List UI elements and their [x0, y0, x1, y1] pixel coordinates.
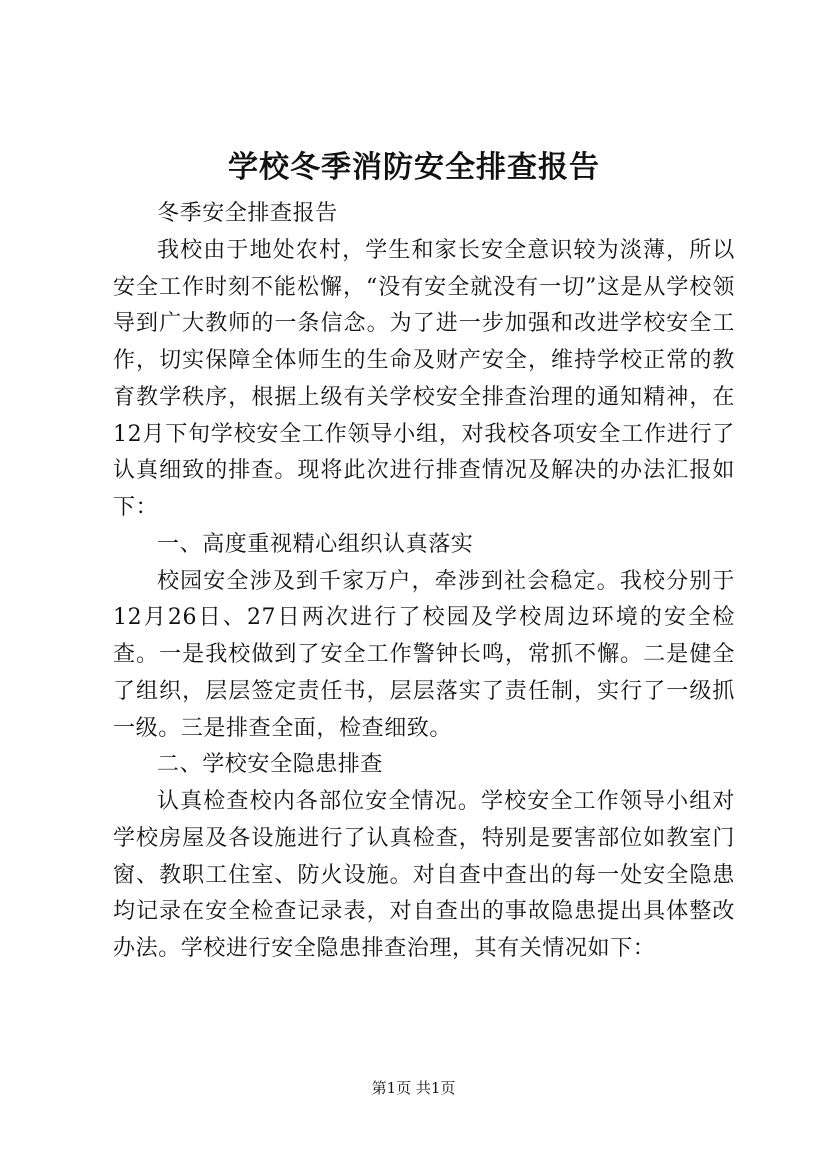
intro-paragraph: 我校由于地处农村，学生和家长安全意识较为淡薄，所以安全工作时刻不能松懈，“没有安全就没有一切”这是从学校领导到广大教师的一条信念。为了进一步加强和改进学校安全工作，切实保障全体师生的生命及财产安全，维持学校正常的教育教学秩序，根据上级有关学校安全排查治理的通知精神，在12月下旬学校安全工作领导小组，对我校各项安全工作进行了认真细致的排查。现将此次进行排查情况及解决的办法汇报如下：	[113, 237, 735, 520]
document-body	[113, 196, 735, 968]
document-title: 学校冬季消防安全排查报告	[228, 150, 600, 185]
section-1-paragraph: 校园安全涉及到千家万户，牵涉到社会稳定。我校分别于12月26日、27日两次进行了校园及学校周边环境的安全检查。一是我校做到了安全工作警钟长鸣，常抓不懈。二是健全了组织，层层签定责任书，层层落实了责任制，实行了一级抓一级。三是排查全面，检查细致。	[113, 568, 735, 741]
page-footer: 第1页 共1页	[371, 1079, 456, 1097]
section-2-paragraph: 认真检查校内各部位安全情况。学校安全工作领导小组对学校房屋及各设施进行了认真检查，特别是要害部位如教室门窗、教职工住室、防火设施。对自查中查出的每一处安全隐患均记录在安全检查记录表，对自查出的事故隐患提出具体整改办法。学校进行安全隐患排查治理，其有关情况如下：	[113, 789, 735, 961]
section-heading-1: 一、高度重视精心组织认真落实	[157, 531, 474, 557]
section-heading-2: 二、学校安全隐患排查	[157, 752, 384, 778]
subtitle-paragraph: 冬季安全排查报告	[157, 201, 338, 226]
